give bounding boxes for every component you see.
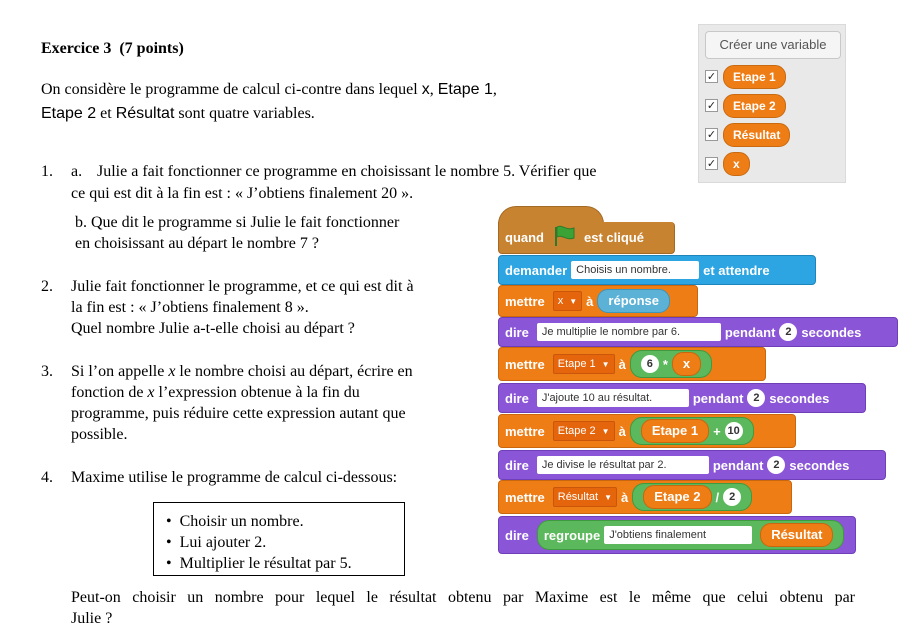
q2-line-3: Quel nombre Julie a-t-elle choisi au départ ? xyxy=(71,320,355,337)
q3-text: Si l’on appelle xyxy=(71,363,169,380)
variables-palette xyxy=(698,24,846,183)
block-label: secondes xyxy=(769,390,830,406)
ask-text-input[interactable]: Choisis un nombre. xyxy=(571,261,699,279)
operand-input[interactable]: 2 xyxy=(723,488,741,506)
q2-line-2: la fin est : « J’obtiens finalement 8 ». xyxy=(71,299,309,316)
join-text-input[interactable]: J'obtiens finalement xyxy=(604,526,752,544)
intro-comma: , xyxy=(429,81,438,98)
variable-dropdown-etape1[interactable] xyxy=(553,354,615,374)
variable-reporter-resultat[interactable]: Résultat xyxy=(760,523,833,547)
variable-checkbox[interactable]: ✓ xyxy=(706,128,717,141)
seconds-input[interactable]: 2 xyxy=(779,323,797,341)
q3-line-2 xyxy=(71,382,360,403)
block-label: mettre xyxy=(505,293,545,309)
set-resultat-block[interactable] xyxy=(498,480,792,514)
dropdown-arrow-icon: ▼ xyxy=(569,297,578,306)
maxime-step-text: Choisir un nombre. xyxy=(179,513,304,530)
operator-symbol: * xyxy=(662,356,668,372)
q3-line-1 xyxy=(71,361,413,382)
operand-input[interactable]: 10 xyxy=(725,422,743,440)
maxime-step-2 xyxy=(166,532,266,553)
seconds-input[interactable]: 2 xyxy=(767,456,785,474)
q1a-line-1: Julie a fait fonctionner ce programme en choisissant le nombre 5. Vérifier que xyxy=(97,163,597,180)
q2-number: 2. xyxy=(41,278,53,295)
answer-reporter[interactable]: réponse xyxy=(597,289,670,313)
intro-end: sont quatre variables. xyxy=(174,105,315,122)
bullet: • xyxy=(166,555,172,572)
say-for-secs-block-2[interactable] xyxy=(498,383,866,413)
say-text-input[interactable]: J'ajoute 10 au résultat. xyxy=(537,389,689,407)
bullet: • xyxy=(166,513,172,530)
maxime-step-text: Lui ajouter 2. xyxy=(179,534,267,551)
block-label: mettre xyxy=(505,356,545,372)
maxime-step-1 xyxy=(166,511,304,532)
block-label: demander xyxy=(505,262,568,278)
block-label: à xyxy=(618,423,626,439)
say-text-input[interactable]: Je multiplie le nombre par 6. xyxy=(537,323,721,341)
variable-reporter-etape1[interactable]: Etape 1 xyxy=(641,419,709,443)
exercise-heading xyxy=(41,38,184,59)
set-x-block[interactable] xyxy=(498,285,698,317)
intro-comma: , xyxy=(492,81,497,98)
multiply-operator[interactable] xyxy=(630,350,712,378)
variable-dropdown-resultat[interactable] xyxy=(553,487,617,507)
join-operator[interactable] xyxy=(537,520,845,550)
q4-line-1: Maxime utilise le programme de calcul ci-dessous: xyxy=(71,469,398,486)
dropdown-arrow-icon: ▼ xyxy=(604,493,613,502)
q3-text: le nombre choisi au départ, écrire en xyxy=(175,363,413,380)
variable-checkbox[interactable]: ✓ xyxy=(706,99,717,112)
q3-var-x: x xyxy=(168,363,176,380)
intro-line-1 xyxy=(41,79,497,100)
set-etape1-block[interactable] xyxy=(498,347,766,381)
variable-x[interactable]: x xyxy=(723,152,750,176)
variable-dropdown-x[interactable] xyxy=(553,291,582,311)
block-label: dire xyxy=(505,527,529,543)
q3-var-x: x xyxy=(147,384,155,401)
block-label: et attendre xyxy=(703,262,770,278)
seconds-input[interactable]: 2 xyxy=(747,389,765,407)
variable-resultat[interactable]: Résultat xyxy=(723,123,790,147)
q1-number: 1. xyxy=(41,163,53,180)
say-for-secs-block-1[interactable] xyxy=(498,317,898,347)
operand-input[interactable]: 6 xyxy=(641,355,659,373)
ask-and-wait-block[interactable] xyxy=(498,255,816,285)
block-label: à xyxy=(586,293,594,309)
dropdown-value: Résultat xyxy=(557,491,599,503)
block-label: à xyxy=(621,489,629,505)
dropdown-arrow-icon: ▼ xyxy=(601,360,610,369)
q4-final-line-2: Julie ? xyxy=(71,610,113,627)
green-flag-icon xyxy=(552,225,576,250)
block-label: quand xyxy=(505,230,544,245)
block-label: dire xyxy=(505,390,529,406)
q4-number: 4. xyxy=(41,469,53,486)
q2-line-1: Julie fait fonctionner le programme, et ce qui est dit à xyxy=(71,278,414,295)
block-label: mettre xyxy=(505,489,545,505)
block-label: pendant xyxy=(724,324,776,340)
intro-line-2 xyxy=(41,103,315,124)
exercise-points: (7 points) xyxy=(119,40,184,57)
q3-number: 3. xyxy=(41,363,53,380)
block-label: dire xyxy=(505,324,529,340)
block-label: est cliqué xyxy=(584,230,644,245)
say-for-secs-block-3[interactable] xyxy=(498,450,886,480)
intro-var-x: x xyxy=(421,81,430,98)
variable-checkbox[interactable]: ✓ xyxy=(706,157,717,170)
block-label: secondes xyxy=(801,324,862,340)
intro-var-resultat: Résultat xyxy=(115,105,175,122)
block-label: à xyxy=(618,356,626,372)
q1b-line-2: en choisissant au départ le nombre 7 ? xyxy=(75,235,319,252)
block-label: pendant xyxy=(692,390,744,406)
add-operator[interactable] xyxy=(630,417,754,445)
block-label: dire xyxy=(505,457,529,473)
intro-et: et xyxy=(96,105,116,122)
operator-symbol: / xyxy=(715,489,720,505)
variable-reporter-etape2[interactable]: Etape 2 xyxy=(643,485,711,509)
divide-operator[interactable] xyxy=(632,483,752,511)
q1b-line-1: b. Que dit le programme si Julie le fait fonctionner xyxy=(75,214,400,231)
operator-symbol: + xyxy=(713,423,721,439)
intro-text: On considère le programme de calcul ci-contre dans lequel xyxy=(41,81,422,98)
q4-final-line-1: Peut-on choisir un nombre pour lequel le résultat obtenu par Maxime est le même que celui obtenu par xyxy=(71,589,855,606)
q1a-line-2: ce qui est dit à la fin est : « J’obtiens finalement 20 ». xyxy=(71,185,414,202)
create-variable-button[interactable]: Créer une variable xyxy=(705,31,841,59)
maxime-step-3 xyxy=(166,553,352,574)
say-text-input[interactable]: Je divise le résultat par 2. xyxy=(537,456,709,474)
q3-text: l’expression obtenue à la fin du xyxy=(154,384,360,401)
when-flag-clicked-block[interactable] xyxy=(498,222,675,254)
variable-reporter-x[interactable]: x xyxy=(672,352,701,376)
say-block-final[interactable] xyxy=(498,516,856,554)
set-etape2-block[interactable] xyxy=(498,414,796,448)
dropdown-arrow-icon: ▼ xyxy=(601,427,610,436)
q1a-label: a. xyxy=(71,163,83,180)
dropdown-value: Etape 1 xyxy=(557,358,596,370)
dropdown-value: x xyxy=(557,295,564,307)
intro-var-etape1: Etape 1 xyxy=(437,81,493,98)
block-label: mettre xyxy=(505,423,545,439)
dropdown-value: Etape 2 xyxy=(557,425,596,437)
q3-line-4: possible. xyxy=(71,426,128,443)
variable-dropdown-etape2[interactable] xyxy=(553,421,615,441)
maxime-step-text: Multiplier le résultat par 5. xyxy=(179,555,352,572)
intro-var-etape2: Etape 2 xyxy=(41,105,97,122)
exercise-title: Exercice 3 xyxy=(41,40,112,57)
bullet: • xyxy=(166,534,172,551)
q3-text: fonction de xyxy=(71,384,148,401)
q3-line-3: programme, puis réduire cette expression autant que xyxy=(71,405,406,422)
block-label: secondes xyxy=(789,457,850,473)
block-label: pendant xyxy=(712,457,764,473)
variable-etape1[interactable]: Etape 1 xyxy=(723,65,786,89)
operator-label: regroupe xyxy=(543,527,601,543)
variable-etape2[interactable]: Etape 2 xyxy=(723,94,786,118)
variable-checkbox[interactable]: ✓ xyxy=(706,70,717,83)
